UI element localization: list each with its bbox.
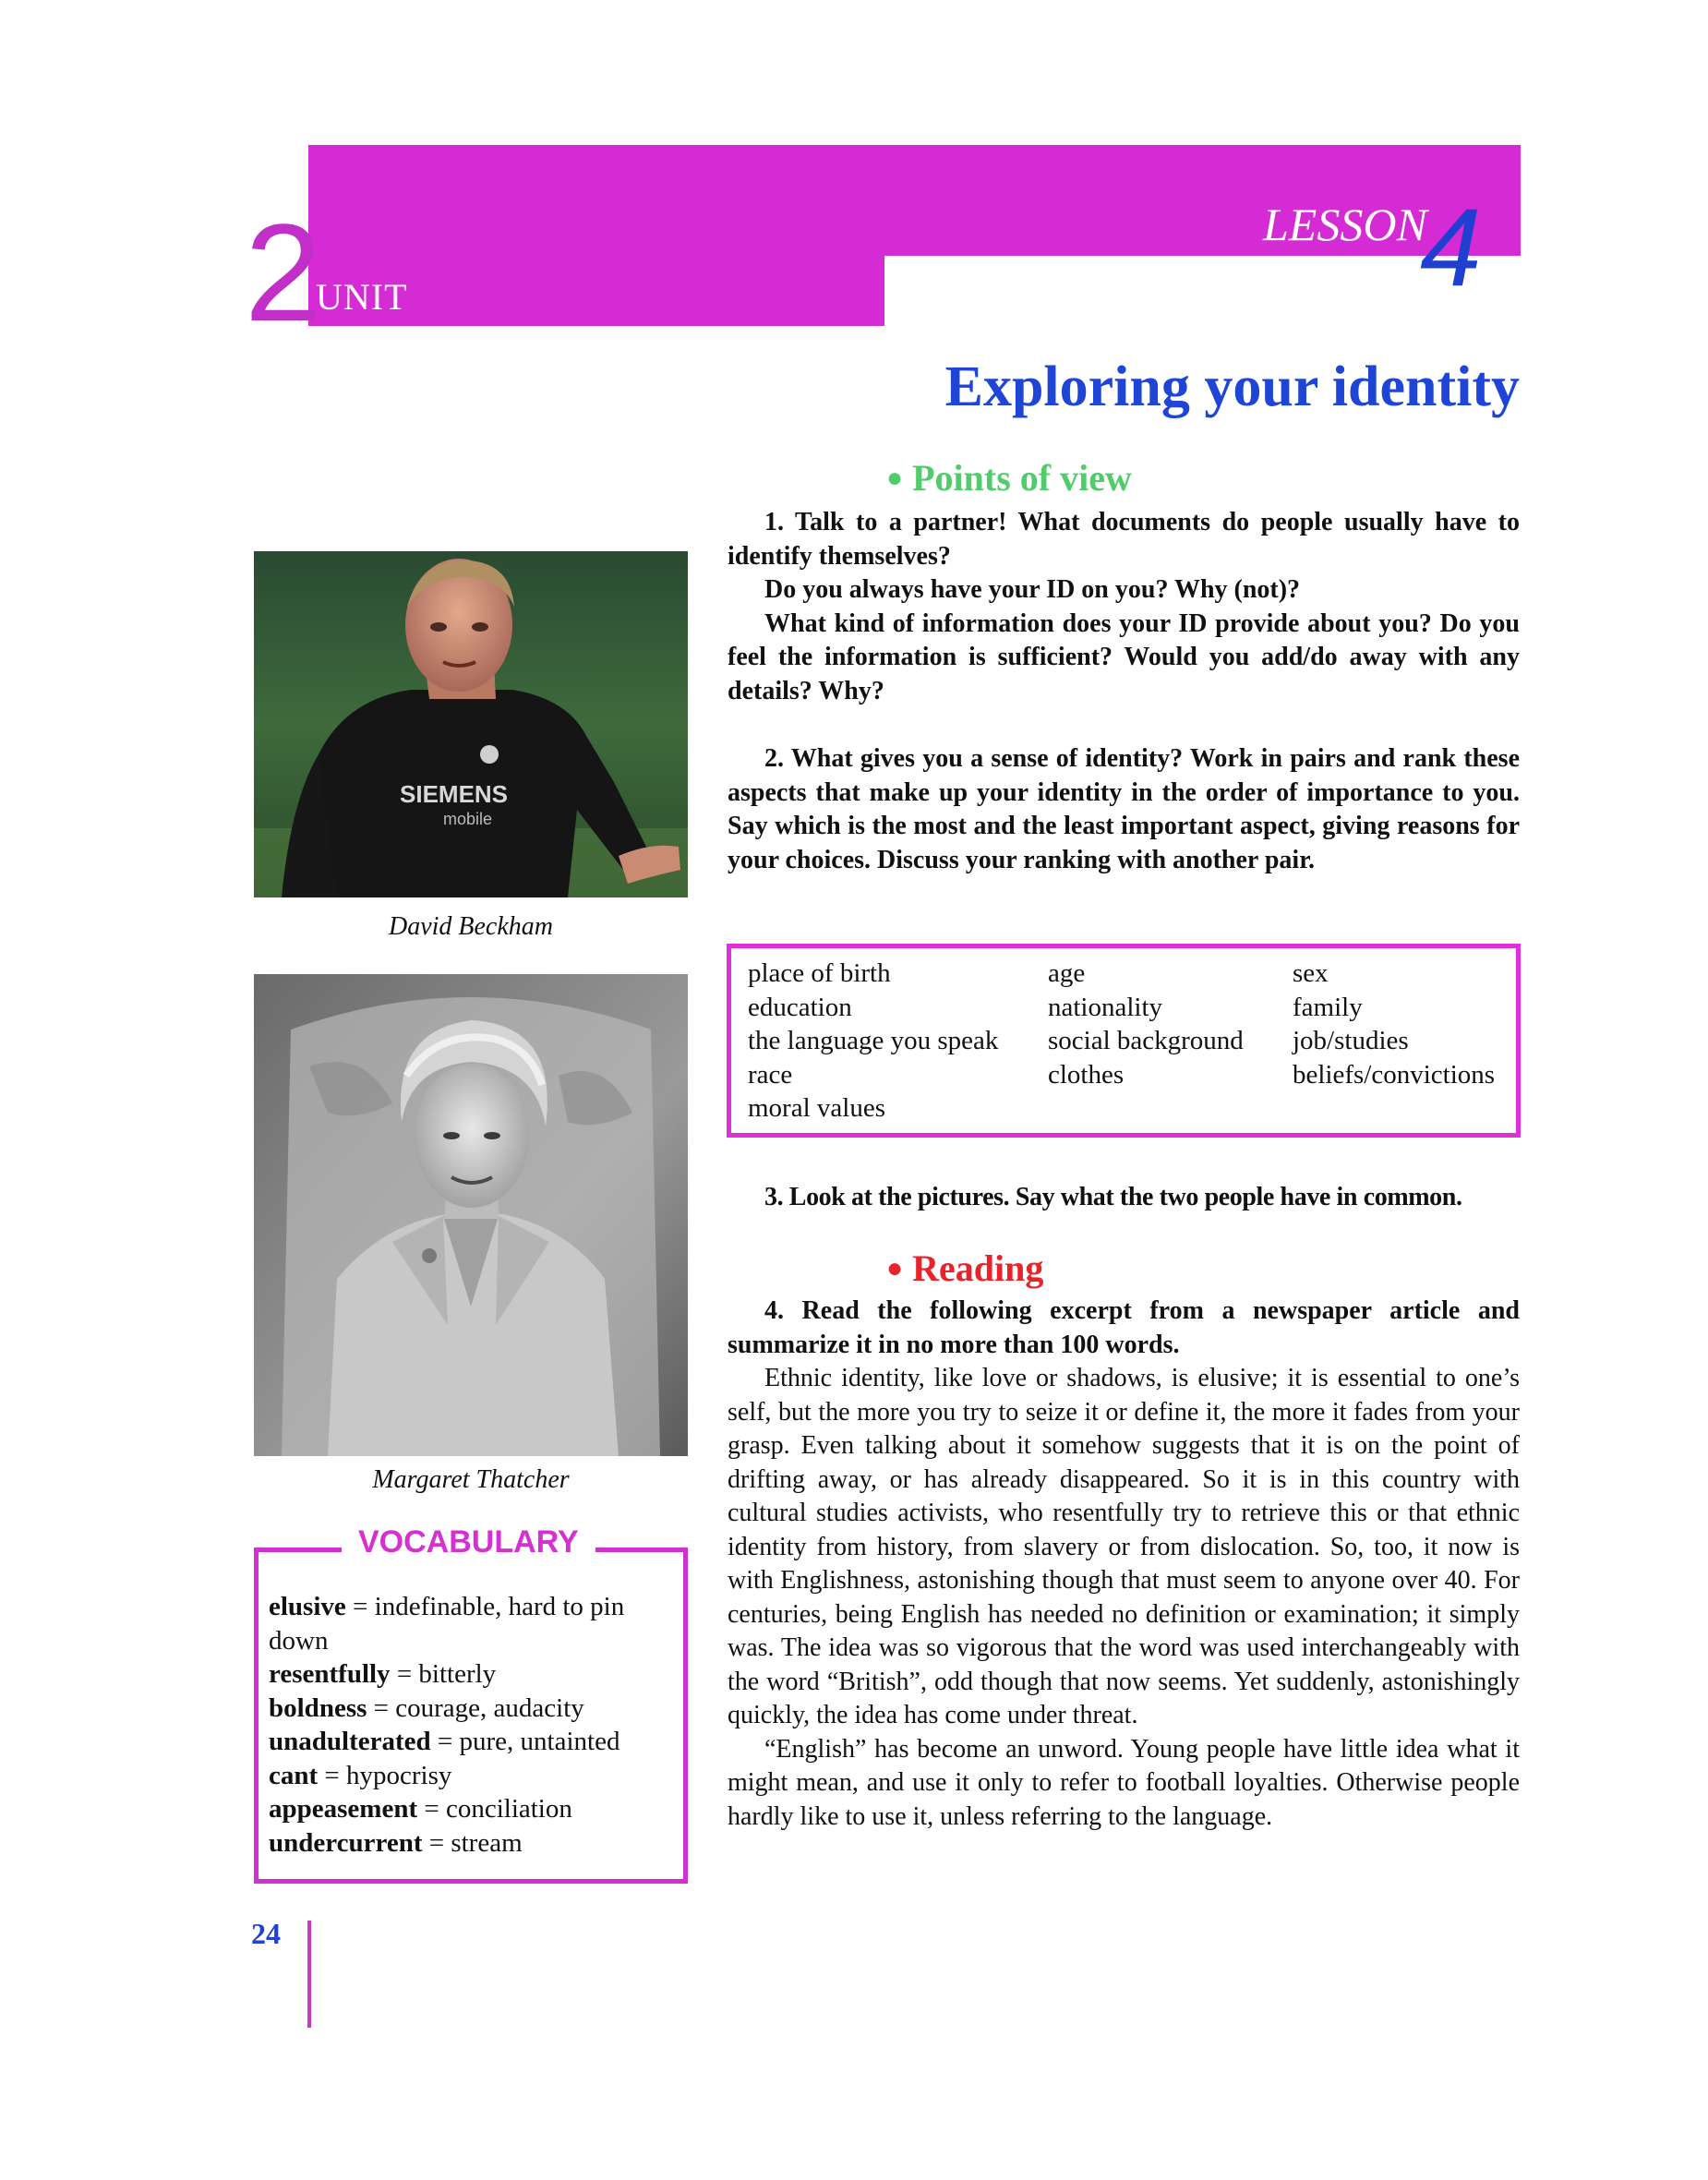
caption-beckham: David Beckham xyxy=(388,912,554,941)
vocab-item xyxy=(269,1692,675,1726)
page-title: Exploring your identity xyxy=(944,355,1520,418)
bullet-icon: ● xyxy=(886,1253,904,1283)
vocabulary-title: VOCABULARY xyxy=(342,1524,595,1560)
question-2-text: 2. What gives you a sense of identity? Work in pairs and rank these aspects that make up your identity in the order of importance to you. Say which is the most and the least important aspect, giving reasons for your choices. Discuss your ranking with another pair. xyxy=(728,744,1520,874)
shirt-subtext: mobile xyxy=(443,810,493,828)
vocab-definition: = bitterly xyxy=(390,1659,497,1689)
aspect-item: family xyxy=(1293,992,1363,1022)
question-3-text: 3. Look at the pictures. Say what the two people have in common. xyxy=(764,1183,1462,1211)
question-3 xyxy=(728,1181,1520,1215)
aspect-item: moral values xyxy=(748,1093,885,1123)
question-2 xyxy=(728,742,1520,877)
vocab-term: resentfully xyxy=(269,1659,391,1689)
aspects-column-3 xyxy=(1293,957,1495,1091)
vocab-item xyxy=(269,1725,675,1759)
aspect-item: race xyxy=(748,1059,793,1090)
club-crest-icon xyxy=(480,745,499,764)
vocab-term: boldness xyxy=(269,1692,367,1723)
vocab-item xyxy=(269,1792,675,1826)
aspect-item: job/studies xyxy=(1293,1026,1409,1055)
vocab-term: undercurrent xyxy=(269,1827,423,1858)
question-4-text: 4. Read the following excerpt from a newspaper article and summarize it in no more than 100 words. xyxy=(728,1296,1520,1359)
reading-paragraph-1: Ethnic identity, like love or shadows, is elusive; it is essential to one’s self, but the more you try to seize it or define it, the more it fades from your grasp. Even talking about it somehow suggests that it is on the point of drifting away, or has already disappeared. So it is in this country with cultural studies activists, who resentfully try to retrieve this or that ethnic identity from history, from slavery or from dislocation. So, too, it now is with Englishness, astonishing though that must seem to anyone over 40. For centuries, being English has needed no definition or examination; it simply was. The idea was so vigorous that the word was used interchangeably with the word “British”, odd though that now seems. Yet suddenly, astonishingly quickly, the idea has come under threat. xyxy=(728,1364,1520,1729)
question-1 xyxy=(728,506,1520,708)
vocab-item xyxy=(269,1759,675,1793)
page-rule xyxy=(307,1921,311,2028)
vocab-definition: = pure, untainted xyxy=(430,1727,620,1756)
vocab-term: cant xyxy=(269,1760,319,1790)
lesson-label: LESSON xyxy=(1263,199,1427,250)
page-number: 24 xyxy=(251,1917,281,1950)
photo-margaret-thatcher xyxy=(254,974,688,1456)
lesson-number: 4 xyxy=(1420,186,1482,309)
vocabulary-list xyxy=(269,1590,675,1860)
aspect-item: social background xyxy=(1048,1026,1244,1055)
unit-label: UNIT xyxy=(316,276,408,318)
vocab-term: elusive xyxy=(269,1592,346,1621)
section-title: Reading xyxy=(912,1247,1044,1289)
aspect-item: beliefs/convictions xyxy=(1293,1059,1496,1090)
question-1-info: What kind of information does your ID provide about you? Do you feel the information is sufficient? Would you add/do away with any details? Why? xyxy=(728,608,1520,705)
photo-david-beckham xyxy=(254,551,688,897)
aspect-item: place of birth xyxy=(748,958,891,988)
aspect-item: education xyxy=(748,992,852,1022)
thatcher-illustration xyxy=(254,974,688,1456)
caption-thatcher: Margaret Thatcher xyxy=(372,1465,570,1494)
beckham-illustration xyxy=(254,551,688,897)
vocab-item xyxy=(269,1657,675,1692)
bullet-icon: ● xyxy=(886,463,904,493)
vocab-definition: = conciliation xyxy=(417,1794,572,1824)
aspects-column-1 xyxy=(748,957,998,1126)
question-4 xyxy=(728,1295,1520,1834)
aspect-item: clothes xyxy=(1048,1059,1125,1090)
unit-number: 2 xyxy=(245,195,319,350)
aspect-item: the language you speak xyxy=(748,1026,999,1055)
vocab-definition: = indefinable, hard to pin down xyxy=(269,1592,625,1656)
aspects-column-2 xyxy=(1048,957,1244,1091)
shirt-text: SIEMENS xyxy=(400,780,509,808)
brooch-icon xyxy=(422,1248,437,1263)
aspect-item: nationality xyxy=(1048,992,1163,1022)
vocab-term: unadulterated xyxy=(269,1727,431,1756)
vocab-term: appeasement xyxy=(269,1794,418,1824)
aspect-item: age xyxy=(1048,958,1086,988)
aspect-item: sex xyxy=(1293,958,1329,988)
vocab-definition: = stream xyxy=(422,1827,523,1858)
section-points-of-view xyxy=(886,458,1132,499)
vocab-definition: = hypocrisy xyxy=(318,1760,452,1790)
vocab-item xyxy=(269,1826,675,1861)
vocab-item xyxy=(269,1590,675,1657)
section-reading xyxy=(886,1248,1043,1289)
question-1-text: 1. Talk to a partner! What documents do people usually have to identify themselves? xyxy=(728,508,1520,571)
vocab-definition: = courage, audacity xyxy=(367,1692,584,1723)
question-1-id: Do you always have your ID on you? Why (not)? xyxy=(764,575,1301,604)
reading-paragraph-2: “English” has become an unword. Young people have little idea what it might mean, and use it only to refer to football loyalties. Otherwise people hardly like to use it, unless referring to the language. xyxy=(728,1734,1520,1831)
section-title: Points of view xyxy=(912,457,1132,499)
